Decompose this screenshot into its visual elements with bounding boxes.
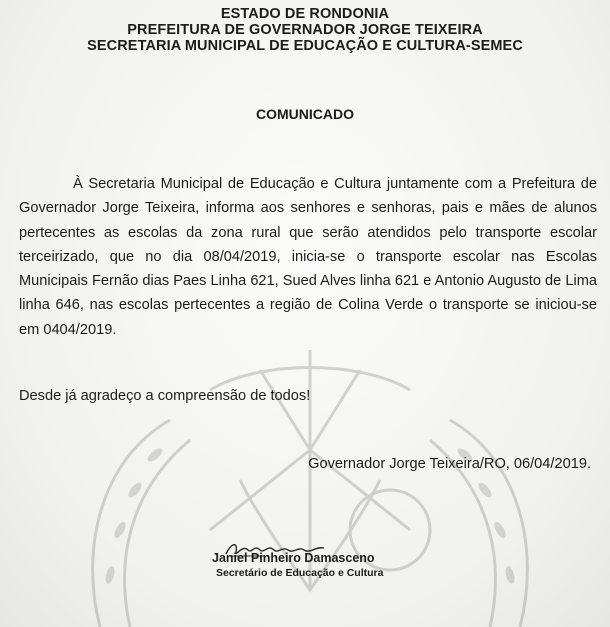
body-section: [19, 172, 597, 342]
body-paragraph: À Secretaria Municipal de Educação e Cultura juntamente com a Prefeitura de Governador Jorge Teixeira, informa aos senhores e senhoras, pais e mães de alunos pertecentes as escolas da zona rural que serão atendidos pelo transporte escolar terceirizado, que no dia 08/04/2019, inicia-se o transporte escolar nas Escolas Municipais Fernão dias Paes Linha 621, Sued Alves linha 621 e Antonio Augusto de Lima linha 646, nas escolas pertecentes a região de Colina Verde o transporte se iniciou-se em 0404/2019.: [19, 176, 597, 338]
signatory-name: Janiel Pinheiro Damasceno: [212, 551, 375, 565]
signatory-role: Secretário de Educação e Cultura: [216, 567, 384, 579]
document-header: [0, 6, 610, 54]
coat-of-arms-watermark-icon: [60, 330, 560, 627]
document-title: COMUNICADO: [256, 106, 354, 122]
header-prefecture: PREFEITURA DE GOVERNADOR JORGE TEIXEIRA: [127, 22, 483, 38]
place-and-date: Governador Jorge Teixeira/RO, 06/04/2019.: [308, 456, 591, 472]
header-secretariat: SECRETARIA MUNICIPAL DE EDUCAÇÃO E CULTURA-SEMEC: [87, 38, 523, 54]
header-state: ESTADO DE RONDONIA: [220, 6, 390, 22]
closing-line: Desde já agradeço a compreensão de todos!: [19, 388, 311, 404]
